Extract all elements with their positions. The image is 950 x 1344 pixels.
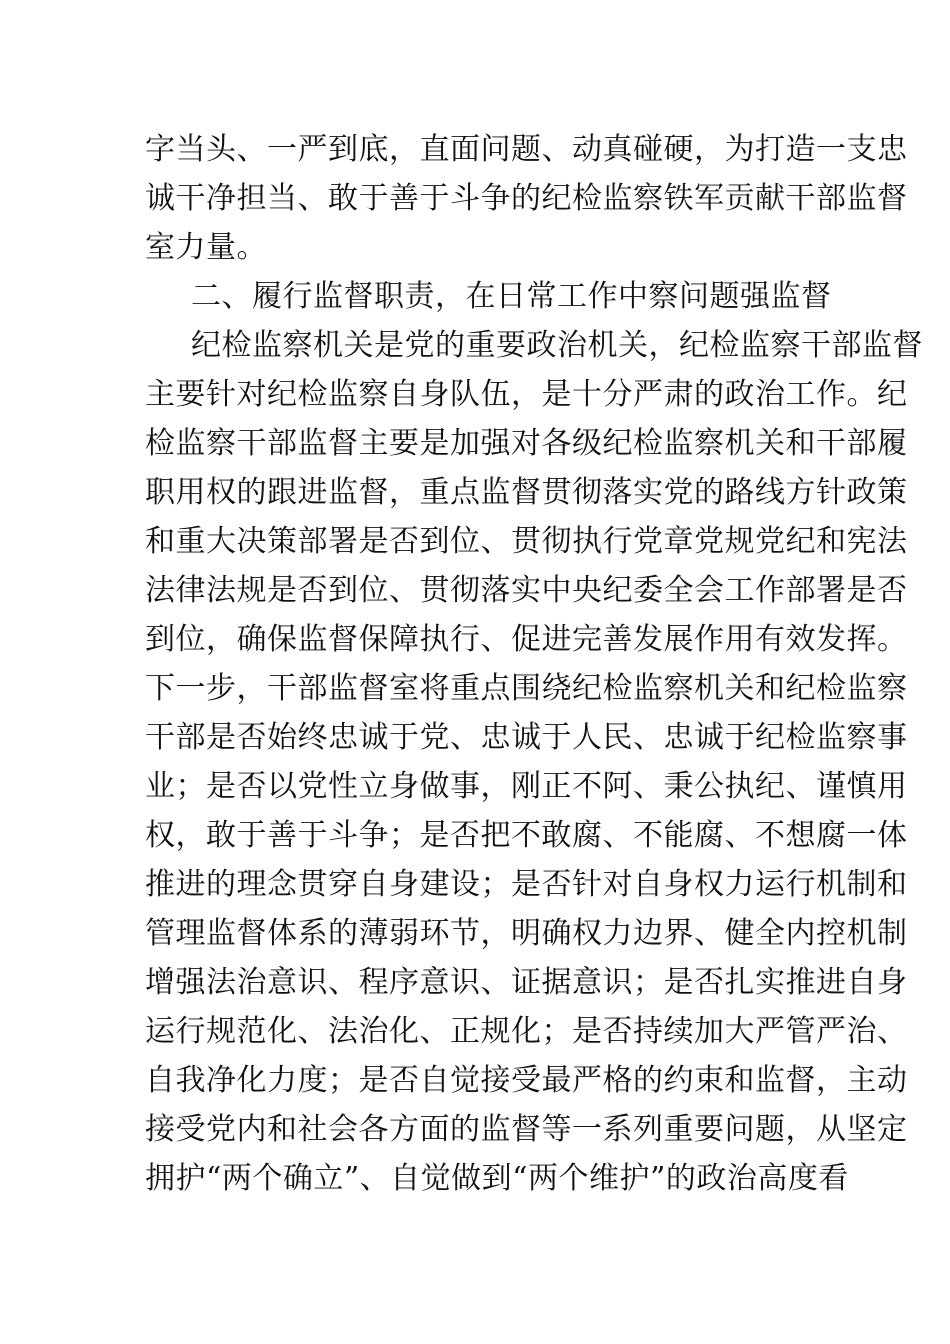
body-text xyxy=(145,125,923,1203)
text-line: 诚干净担当、敢于善于斗争的纪检监察铁军贡献干部监督 xyxy=(145,181,908,216)
section-heading: 二、履行监督职责，在日常工作中察问题强监督 xyxy=(191,279,832,314)
text-line: 推进的理念贯穿自身建设；是否针对自身权力运行机制和 xyxy=(145,867,908,902)
text-line: 接受党内和社会各方面的监督等一系列重要问题，从坚定 xyxy=(145,1112,908,1147)
text-line: 字当头、一严到底，直面问题、动真碰硬，为打造一支忠 xyxy=(145,132,908,167)
text-line: 和重大决策部署是否到位、贯彻执行党章党规党纪和宪法 xyxy=(145,524,908,559)
text-line: 自我净化力度；是否自觉接受最严格的约束和监督，主动 xyxy=(145,1063,908,1098)
text-line: 运行规范化、法治化、正规化；是否持续加大严管严治、 xyxy=(145,1014,908,1049)
text-line: 下一步，干部监督室将重点围绕纪检监察机关和纪检监察 xyxy=(145,671,908,706)
text-line: 职用权的跟进监督，重点监督贯彻落实党的路线方针政策 xyxy=(145,475,908,510)
text-line: 检监察干部监督主要是加强对各级纪检监察机关和干部履 xyxy=(145,426,908,461)
text-line: 法律法规是否到位、贯彻落实中央纪委全会工作部署是否 xyxy=(145,573,908,608)
text-line: 业；是否以党性立身做事，刚正不阿、秉公执纪、谨慎用 xyxy=(145,769,908,804)
text-line: 拥护“两个确立”、自觉做到“两个维护”的政治高度看 xyxy=(145,1161,849,1196)
text-line: 到位，确保监督保障执行、促进完善发展作用有效发挥。 xyxy=(145,622,908,657)
text-line: 室力量。 xyxy=(145,230,267,265)
text-line: 权，敢于善于斗争；是否把不敢腐、不能腐、不想腐一体 xyxy=(145,818,908,853)
text-line: 增强法治意识、程序意识、证据意识；是否扎实推进自身 xyxy=(145,965,908,1000)
text-line: 管理监督体系的薄弱环节，明确权力边界、健全内控机制 xyxy=(145,916,908,951)
text-line: 主要针对纪检监察自身队伍，是十分严肃的政治工作。纪 xyxy=(145,377,908,412)
text-line: 干部是否始终忠诚于党、忠诚于人民、忠诚于纪检监察事 xyxy=(145,720,908,755)
text-line: 纪检监察机关是党的重要政治机关，纪检监察干部监督 xyxy=(191,328,923,363)
